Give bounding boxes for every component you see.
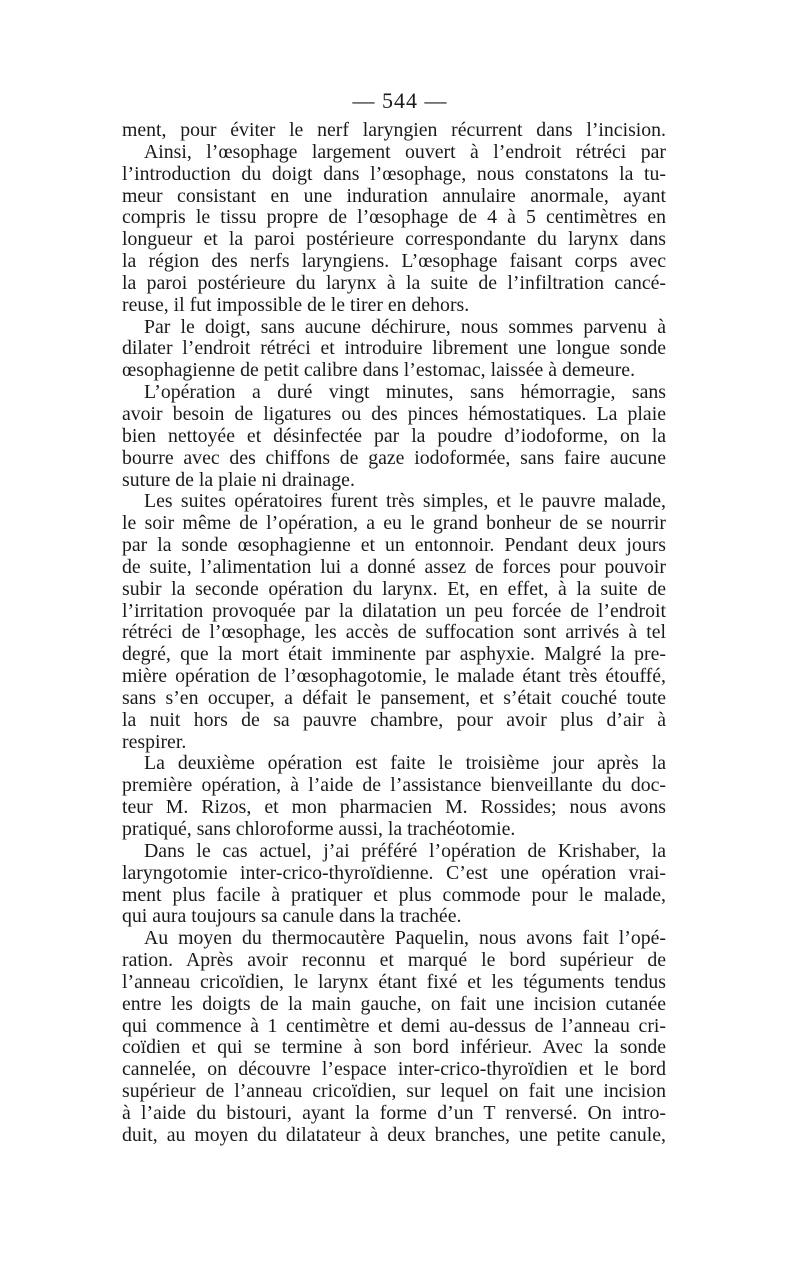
text-line: par la sonde œsophagienne et un entonnoir. Pendant deux jours (122, 534, 666, 557)
text-line: Ainsi, l’œsophage largement ouvert à l’endroit rétréci par (144, 140, 666, 163)
text-line: mière opération de l’œsophagotomie, le malade étant très étouffé, (122, 665, 666, 688)
text-line: dilater l’endroit rétréci et introduire librement une longue sonde (122, 337, 666, 360)
text-line: La deuxième opération est faite le troisième jour après la (144, 752, 666, 775)
text-line: de suite, l’alimentation lui a donné assez de forces pour pouvoir (122, 555, 666, 578)
text-line: Dans le cas actuel, j’ai préféré l’opération de Krishaber, la (144, 839, 666, 862)
text-line: suture de la plaie ni drainage. (122, 468, 355, 491)
text-line: Par le doigt, sans aucune déchirure, nous sommes parvenu à (144, 315, 666, 338)
text-line: compris le tissu propre de l’œsophage de 4 à 5 centimètres en (122, 206, 666, 229)
text-line: cannelée, on découvre l’espace inter-crico-thyroïdien et le bord (122, 1058, 666, 1081)
text-line: bien nettoyée et désinfectée par la poudre d’iodoforme, on la (122, 424, 666, 447)
text-line: laryngotomie inter-crico-thyroïdienne. C’est une opération vrai- (122, 861, 666, 884)
text-line: teur M. Rizos, et mon pharmacien M. Rossides; nous avons (122, 796, 666, 819)
text-line: sans s’en occuper, a défait le pansement, et s’était couché toute (122, 686, 666, 709)
text-line: pratiqué, sans chloroforme aussi, la trachéotomie. (122, 818, 516, 840)
text-line: l’irritation provoquée par la dilatation un peu forcée de l’endroit (122, 599, 666, 622)
text-line: ration. Après avoir reconnu et marqué le bord supérieur de (122, 949, 666, 972)
text-line: ment, pour éviter le nerf laryngien récurrent dans l’incision. (122, 119, 666, 141)
text-line: la nuit hors de sa pauvre chambre, pour avoir plus d’air à (122, 708, 666, 731)
text-line: duit, au moyen du dilatateur à deux branches, une petite canule, (122, 1123, 666, 1146)
body-text (122, 120, 666, 1147)
text-line: ment plus facile à pratiquer et plus commode pour le malade, (122, 883, 666, 906)
text-line: première opération, à l’aide de l’assistance bienveillante du doc- (122, 774, 666, 797)
text-line: qui commence à 1 centimètre et demi au-dessus de l’anneau cri- (122, 1014, 666, 1037)
text-line: L’opération a duré vingt minutes, sans hémorragie, sans (144, 381, 666, 404)
text-line: rétréci de l’œsophage, les accès de suffocation sont arrivés à tel (122, 621, 666, 644)
text-line: supérieur de l’anneau cricoïdien, sur lequel on fait une incision (122, 1080, 666, 1103)
text-line: respirer. (122, 730, 187, 753)
text-line: le soir même de l’opération, a eu le grand bonheur de se nourrir (122, 512, 666, 535)
text-line: longueur et la paroi postérieure correspondante du larynx dans (122, 228, 666, 251)
text-line: qui aura toujours sa canule dans la trachée. (122, 905, 462, 928)
text-line: entre les doigts de la main gauche, on fait une incision cutanée (122, 992, 666, 1015)
text-line: l’anneau cricoïdien, le larynx étant fixé et les téguments tendus (122, 970, 666, 993)
text-line: degré, que la mort était imminente par asphyxie. Malgré la pre- (122, 643, 666, 666)
text-line: la paroi postérieure du larynx à la suite de l’infiltration cancé- (122, 271, 666, 294)
text-line: subir la seconde opération du larynx. Et, en effet, à la suite de (122, 577, 666, 600)
text-line: Les suites opératoires furent très simples, et le pauvre malade, (144, 490, 666, 513)
text-line: bourre avec des chiffons de gaze iodoformée, sans faire aucune (122, 446, 666, 469)
text-line: coïdien et qui se termine à son bord inférieur. Avec la sonde (122, 1036, 666, 1059)
text-line: avoir besoin de ligatures ou des pinces hémostatiques. La plaie (122, 402, 666, 425)
text-line: l’introduction du doigt dans l’œsophage, nous constatons la tu- (122, 162, 666, 185)
text-line: reuse, il fut impossible de le tirer en dehors. (122, 293, 470, 316)
text-line: meur consistant en une induration annulaire anormale, ayant (122, 184, 666, 207)
page-number: — 544 — (352, 88, 448, 113)
text-line: Au moyen du thermocautère Paquelin, nous avons fait l’opé- (144, 927, 666, 950)
text-line: à l’aide du bistouri, ayant la forme d’un T renversé. On intro- (122, 1101, 666, 1124)
text-line: la région des nerfs laryngiens. L’œsophage faisant corps avec (122, 250, 666, 273)
text-line: œsophagienne de petit calibre dans l’estomac, laissée à demeure. (122, 359, 636, 382)
